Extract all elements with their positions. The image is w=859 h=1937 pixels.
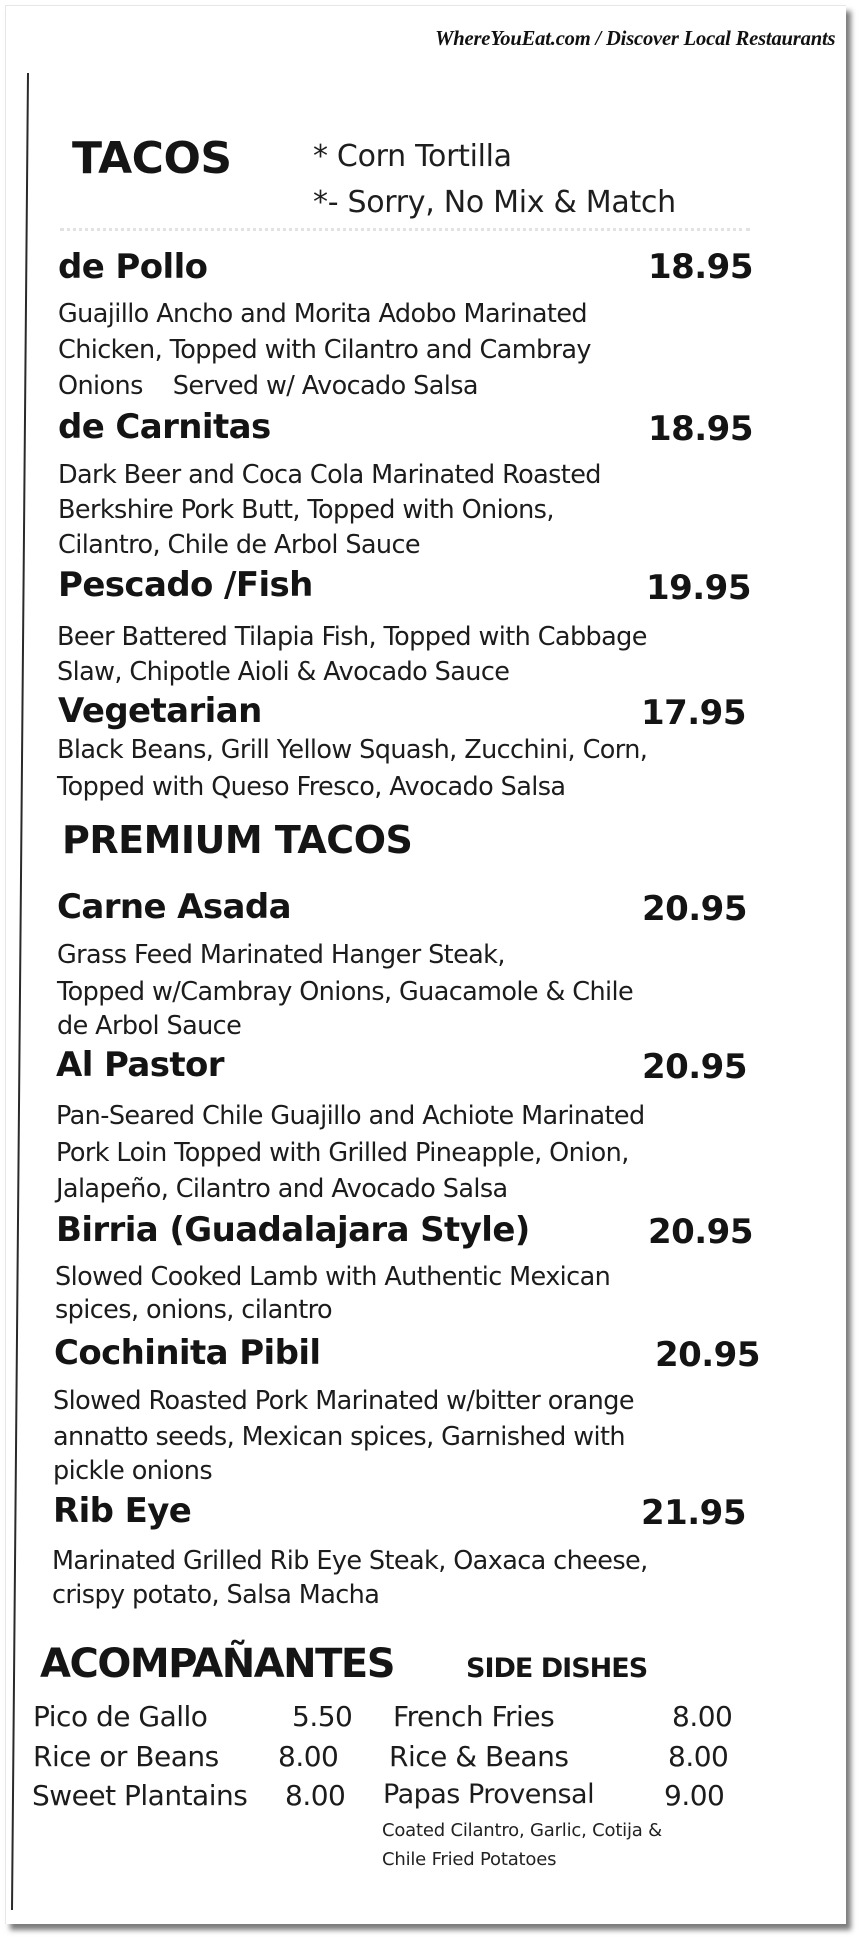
item-desc: Marinated Grilled Rib Eye Steak, Oaxaca cheese, bbox=[52, 1546, 648, 1576]
item-price: 20.95 bbox=[647, 1212, 753, 1252]
section-subtitle-side-dishes: SIDE DISHES bbox=[466, 1653, 648, 1684]
item-name: de Pollo bbox=[58, 247, 208, 287]
section-title-tacos: TACOS bbox=[72, 133, 232, 184]
item-desc: annatto seeds, Mexican spices, Garnished with bbox=[53, 1422, 625, 1452]
side-item-name: French Fries bbox=[393, 1700, 555, 1733]
side-item-name: Rice or Beans bbox=[33, 1740, 219, 1773]
item-price: 18.95 bbox=[647, 409, 753, 449]
item-name: Carne Asada bbox=[57, 887, 291, 927]
item-name: Vegetarian bbox=[58, 691, 262, 731]
side-item-price: 8.00 bbox=[278, 1740, 339, 1773]
section-title-premium-tacos: PREMIUM TACOS bbox=[62, 818, 413, 862]
item-price: 20.95 bbox=[654, 1335, 760, 1375]
item-desc: Black Beans, Grill Yellow Squash, Zucchini, Corn, bbox=[57, 735, 648, 765]
item-name: de Carnitas bbox=[58, 407, 271, 447]
side-item-price: 8.00 bbox=[672, 1700, 733, 1733]
side-item-price: 8.00 bbox=[285, 1779, 346, 1812]
item-desc: Slaw, Chipotle Aioli & Avocado Sauce bbox=[57, 657, 510, 687]
side-item-name: Pico de Gallo bbox=[33, 1700, 208, 1733]
item-desc: Slowed Cooked Lamb with Authentic Mexican bbox=[55, 1262, 611, 1292]
item-price: 20.95 bbox=[641, 889, 747, 929]
item-desc: Dark Beer and Coca Cola Marinated Roasted bbox=[58, 460, 601, 490]
item-desc: Pork Loin Topped with Grilled Pineapple, Onion, bbox=[56, 1138, 629, 1168]
item-desc: Jalapeño, Cilantro and Avocado Salsa bbox=[56, 1174, 508, 1204]
item-price: 17.95 bbox=[640, 693, 746, 733]
tacos-note: *- Sorry, No Mix & Match bbox=[313, 185, 676, 220]
item-desc: Beer Battered Tilapia Fish, Topped with Cabbage bbox=[57, 622, 647, 652]
side-item-name: Sweet Plantains bbox=[32, 1779, 248, 1812]
side-item-name: Papas Provensal bbox=[383, 1779, 595, 1810]
item-desc: crispy potato, Salsa Macha bbox=[52, 1580, 380, 1610]
item-name: Al Pastor bbox=[56, 1045, 224, 1085]
item-desc: Topped with Queso Fresco, Avocado Salsa bbox=[57, 772, 566, 802]
side-item-note: Coated Cilantro, Garlic, Cotija & bbox=[382, 1820, 662, 1841]
item-desc: Cilantro, Chile de Arbol Sauce bbox=[58, 530, 420, 560]
item-desc: Topped w/Cambray Onions, Guacamole & Chile bbox=[57, 977, 634, 1007]
item-name: Rib Eye bbox=[53, 1491, 192, 1531]
item-desc: Pan-Seared Chile Guajillo and Achiote Marinated bbox=[56, 1101, 645, 1131]
divider bbox=[60, 228, 750, 235]
item-price: 19.95 bbox=[645, 568, 751, 608]
item-price: 21.95 bbox=[640, 1493, 746, 1533]
item-desc: Guajillo Ancho and Morita Adobo Marinated bbox=[58, 299, 588, 329]
item-desc: Chicken, Topped with Cilantro and Cambray bbox=[58, 335, 591, 365]
side-item-note: Chile Fried Potatoes bbox=[382, 1849, 557, 1870]
item-desc: Berkshire Pork Butt, Topped with Onions, bbox=[58, 495, 554, 525]
item-price: 20.95 bbox=[641, 1047, 747, 1087]
side-item-price: 8.00 bbox=[668, 1740, 729, 1773]
side-item-price: 9.00 bbox=[664, 1779, 725, 1812]
item-desc: de Arbol Sauce bbox=[57, 1011, 242, 1041]
item-desc: Onions Served w/ Avocado Salsa bbox=[58, 371, 478, 401]
site-header: WhereYouEat.com / Discover Local Restaurants bbox=[434, 26, 835, 50]
side-item-name: Rice & Beans bbox=[389, 1740, 569, 1773]
item-name: Birria (Guadalajara Style) bbox=[56, 1210, 530, 1250]
item-desc: spices, onions, cilantro bbox=[55, 1295, 332, 1325]
section-title-sides: ACOMPAÑANTES bbox=[40, 1641, 395, 1687]
item-name: Pescado /Fish bbox=[58, 565, 313, 605]
tacos-note: * Corn Tortilla bbox=[313, 139, 512, 174]
item-desc: Slowed Roasted Pork Marinated w/bitter orange bbox=[53, 1386, 634, 1416]
item-price: 18.95 bbox=[647, 247, 753, 287]
item-desc: pickle onions bbox=[53, 1456, 213, 1486]
item-desc: Grass Feed Marinated Hanger Steak, bbox=[57, 940, 505, 970]
side-item-price: 5.50 bbox=[292, 1700, 353, 1733]
item-name: Cochinita Pibil bbox=[54, 1333, 321, 1373]
